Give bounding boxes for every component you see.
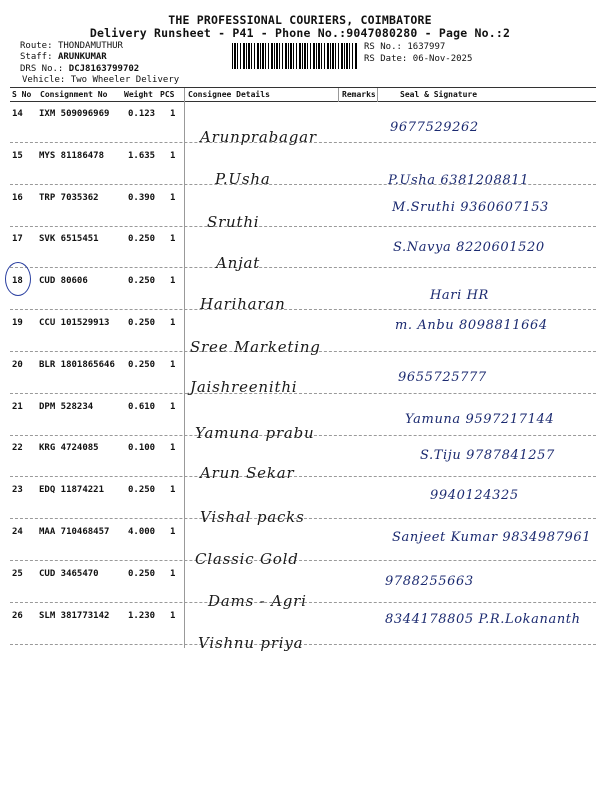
- row-consignee-handwritten: Hariharan: [200, 295, 286, 313]
- row-pcs: 1: [170, 568, 176, 579]
- drs-value: DCJ8163799702: [68, 64, 140, 74]
- rs-no-value: 1637997: [407, 42, 446, 52]
- row-weight: 0.610: [128, 401, 156, 412]
- row-weight: 4.000: [128, 527, 156, 537]
- row-sno: 20: [12, 359, 23, 370]
- row-sno: 25: [12, 568, 23, 579]
- runsheet-subtitle: Delivery Runsheet - P41 - Phone No.:9047080280 - Page No.:2: [89, 26, 511, 40]
- row-weight: 0.100: [128, 443, 156, 454]
- row-signature: 8344178805 P.R.Lokananth: [385, 612, 581, 627]
- row-signature: 9940124325: [430, 488, 519, 503]
- row-consignment-no: EDQ 11874221: [39, 485, 105, 496]
- row-consignment-no: CUD 3465470: [39, 568, 99, 579]
- row-weight: 0.250: [128, 485, 156, 496]
- drs-line: DRS No.: DCJ8163799702: [20, 64, 140, 74]
- vehicle-value: Two Wheeler Delivery: [70, 75, 180, 85]
- row-weight: 1.635: [128, 150, 156, 161]
- row-pcs: 1: [170, 150, 176, 161]
- row-signature: Yamuna 9597217144: [405, 412, 555, 427]
- row-pcs: 1: [170, 527, 176, 537]
- row-consignee-handwritten: Sree Marketing: [190, 338, 321, 356]
- row-sno: 19: [12, 318, 23, 328]
- col-remarks: Remarks: [342, 90, 376, 99]
- barcode: [232, 43, 358, 69]
- col-consignee: Consignee Details: [188, 90, 270, 99]
- row-signature: m. Anbu 8098811664: [395, 318, 548, 333]
- row-weight: 1.230: [128, 610, 156, 621]
- row-consignment-no: CUD 80606: [39, 276, 88, 287]
- row-consignee-handwritten: Anjat: [216, 254, 261, 272]
- row-signature: 9677529262: [390, 120, 479, 135]
- row-pcs: 1: [170, 443, 176, 454]
- col-sno: S No: [12, 90, 32, 99]
- row-signature: P.Usha 6381208811: [388, 173, 530, 188]
- row-pcs: 1: [170, 234, 176, 245]
- row-consignee-handwritten: Dams - Agri: [208, 592, 307, 610]
- row-signature: Hari HR: [430, 288, 489, 303]
- row-sno: 18: [12, 276, 23, 287]
- remarks-column-rule: [338, 88, 339, 102]
- col-consignment: Consignment No: [40, 90, 108, 99]
- row-consignee-handwritten: Jaishreenithi: [190, 378, 298, 396]
- row-weight: 0.250: [128, 276, 156, 287]
- staff-line: Staff: ARUNKUMAR: [20, 52, 107, 62]
- row-consignee-handwritten: Vishal packs: [200, 508, 305, 526]
- row-consignment-no: MAA 710468457: [39, 527, 110, 537]
- row-sno: 22: [12, 443, 23, 454]
- row-consignee-handwritten: Arun Sekar: [200, 464, 295, 482]
- route-line: Route: THONDAMUTHUR: [20, 41, 123, 51]
- row-consignment-no: SLM 381773142: [39, 610, 110, 621]
- row-signature: M.Sruthi 9360607153: [392, 200, 549, 215]
- row-consignment-no: KRG 4724085: [39, 443, 99, 454]
- row-weight: 0.390: [128, 192, 156, 203]
- row-sno: 16: [12, 192, 23, 203]
- row-consignment-no: SVK 6515451: [39, 234, 99, 245]
- row-signature: 9788255663: [385, 574, 474, 589]
- seal-column-rule: [377, 88, 378, 102]
- row-signature: S.Navya 8220601520: [393, 240, 545, 255]
- vehicle-line: Vehicle: Two Wheeler Delivery: [22, 75, 180, 85]
- row-consignee-handwritten: Classic Gold: [195, 550, 299, 568]
- row-pcs: 1: [170, 276, 176, 287]
- row-pcs: 1: [170, 359, 176, 370]
- staff-value: ARUNKUMAR: [57, 52, 107, 62]
- row-pcs: 1: [170, 318, 176, 328]
- col-seal: Seal & Signature: [400, 90, 478, 99]
- row-consignee-handwritten: Yamuna prabu: [195, 424, 315, 442]
- row-signature: Sanjeet Kumar 9834987961: [392, 530, 592, 545]
- row-weight: 0.250: [128, 359, 156, 370]
- row-consignee-handwritten: Sruthi: [207, 213, 260, 231]
- row-weight: 0.123: [128, 109, 156, 119]
- row-sno: 26: [12, 610, 23, 621]
- col-weight: Weight: [124, 90, 153, 99]
- row-signature: 9655725777: [398, 370, 487, 385]
- rs-no-line: RS No.: 1637997: [364, 42, 446, 52]
- row-sno: 14: [12, 109, 23, 119]
- col-pcs: PCS: [160, 90, 175, 99]
- row-sno: 24: [12, 527, 23, 537]
- row-pcs: 1: [170, 401, 176, 412]
- row-sno: 17: [12, 234, 23, 245]
- row-consignee-handwritten: P.Usha: [215, 170, 271, 188]
- rs-date-value: 06-Nov-2025: [412, 54, 473, 64]
- row-sno: 15: [12, 150, 23, 161]
- row-pcs: 1: [170, 192, 176, 203]
- table-top-rule: [10, 87, 596, 88]
- company-title: THE PROFESSIONAL COURIERS, COIMBATORE: [168, 13, 432, 27]
- row-consignment-no: CCU 101529913: [39, 318, 110, 328]
- row-consignment-no: BLR 1801865646: [39, 359, 115, 370]
- row-pcs: 1: [170, 485, 176, 496]
- row-sno: 21: [12, 401, 23, 412]
- table-row: [10, 269, 596, 310]
- row-pcs: 1: [170, 610, 176, 621]
- row-consignee-handwritten: Vishnu priya: [198, 634, 304, 652]
- table-row: [10, 353, 596, 394]
- row-consignee-handwritten: Arunprabagar: [200, 128, 317, 146]
- row-weight: 0.250: [128, 234, 156, 245]
- row-consignment-no: TRP 7035362: [39, 192, 99, 203]
- route-value: THONDAMUTHUR: [57, 41, 123, 51]
- row-sno: 23: [12, 485, 23, 496]
- row-consignment-no: MYS 81186478: [39, 150, 105, 161]
- rs-date-line: RS Date: 06-Nov-2025: [364, 54, 473, 64]
- row-signature: S.Tiju 9787841257: [420, 448, 555, 463]
- row-pcs: 1: [170, 109, 176, 119]
- row-18-ink-circle: [5, 262, 31, 296]
- row-consignment-no: DPM 528234: [39, 401, 94, 412]
- row-consignment-no: IXM 509096969: [39, 109, 110, 119]
- row-weight: 0.250: [128, 318, 156, 328]
- row-weight: 0.250: [128, 568, 156, 579]
